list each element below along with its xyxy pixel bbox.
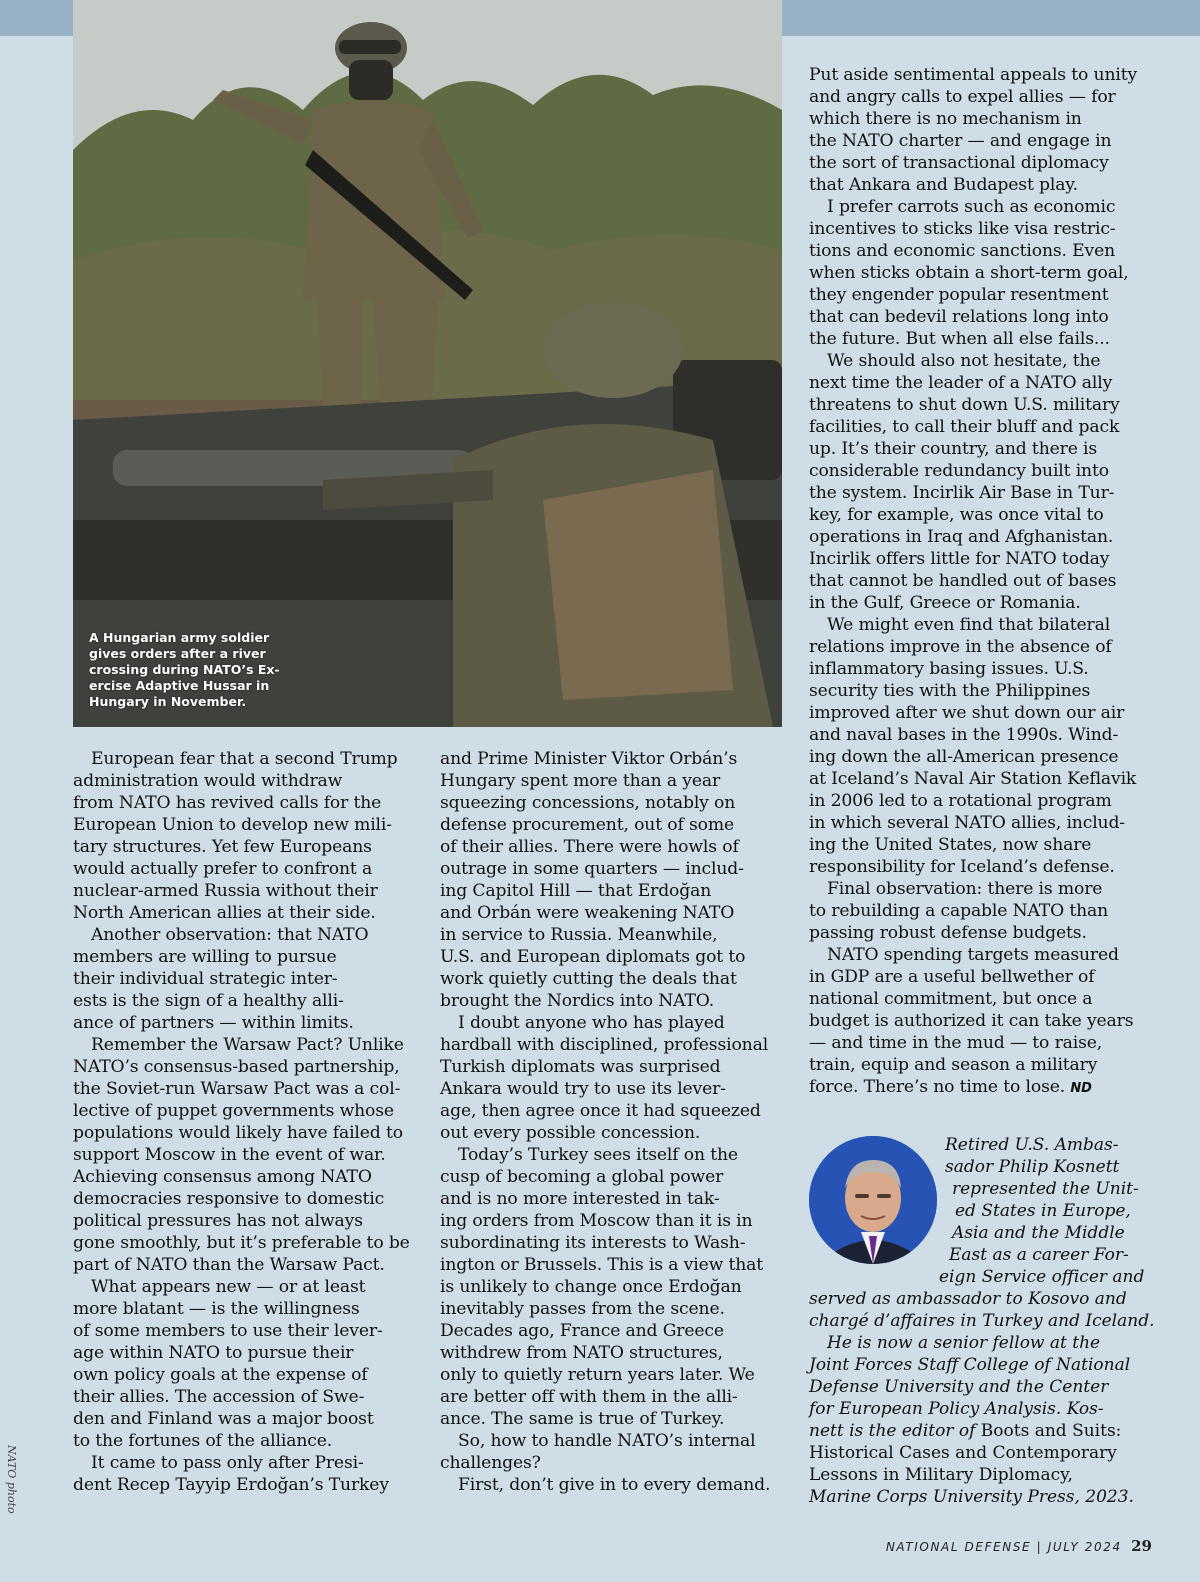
bio-line [809,1420,1154,1442]
article-paragraph [73,1452,418,1496]
article-line: brought the Nordics into NATO. [440,991,715,1011]
article-column-1 [73,748,418,1496]
article-line: First, don’t give in to every demand. [458,1475,771,1495]
signoff-mark: ND [1070,1081,1092,1096]
article-line: Turkish diplomats was surprised [440,1057,721,1077]
article-line: European fear that a second Trump [91,749,398,769]
soldier-photo [73,0,782,727]
article-paragraph [440,1474,785,1496]
article-line: improved after we shut down our air [809,703,1125,723]
article-paragraph [440,1012,785,1144]
bio-wrapped [809,1134,1154,1332]
article-line: passing robust defense budgets. [809,923,1087,943]
article-line: It came to pass only after Presi- [91,1453,364,1473]
article-line: of their allies. There were howls of [440,837,739,857]
article-line: withdrew from NATO structures, [440,1343,723,1363]
article-line: in which several NATO allies, includ- [809,813,1125,833]
book-publisher: Marine Corps University Press, 2023. [809,1487,1134,1507]
article-line: when sticks obtain a short-term goal, [809,263,1129,283]
bio-line: Asia and the Middle [952,1223,1125,1243]
article-line-text: force. There’s no time to lose. [809,1077,1066,1097]
article-line: lective of puppet governments whose [73,1101,394,1121]
article-line: that cannot be handled out of bases [809,571,1117,591]
page-footer [886,1537,1152,1555]
article-line: den and Finland was a major boost [73,1409,374,1429]
article-line: they engender popular resentment [809,285,1109,305]
article-line: ests is the sign of a healthy alli- [73,991,344,1011]
article-line: their individual strategic inter- [73,969,338,989]
article-line: in service to Russia. Meanwhile, [440,925,718,945]
article-line: the Soviet-run Warsaw Pact was a col- [73,1079,401,1099]
article-line: Another observation: that NATO [91,925,369,945]
article-line: their allies. The accession of Swe- [73,1387,365,1407]
article-paragraph [809,878,1154,944]
article-line: incentives to sticks like visa restric- [809,219,1116,239]
article-line: to the fortunes of the alliance. [73,1431,333,1451]
article-line: Achieving consensus among NATO [73,1167,372,1187]
bio-line: East as a career For- [949,1245,1129,1265]
article-line: only to quietly return years later. We [440,1365,755,1385]
article-line: What appears new — or at least [91,1277,366,1297]
book-title: Lessons in Military Diplomacy, [809,1465,1073,1485]
article-line: in GDP are a useful bellwether of [809,967,1095,987]
article-line: age, then agree once it had squeezed [440,1101,761,1121]
article-line: own policy goals at the expense of [73,1365,368,1385]
article-line: age within NATO to pursue their [73,1343,354,1363]
article-line: relations improve in the absence of [809,637,1112,657]
article-line: ance. The same is true of Turkey. [440,1409,725,1429]
article-paragraph [440,1430,785,1474]
article-paragraph [440,748,785,1012]
article-line: are better off with them in the alli- [440,1387,738,1407]
article-line: and naval bases in the 1990s. Wind- [809,725,1119,745]
article-line: ing orders from Moscow than it is in [440,1211,753,1231]
article-paragraph [809,614,1154,878]
article-line: and Orbán were weakening NATO [440,903,735,923]
article-line: national commitment, but once a [809,989,1093,1009]
article-line: Incirlik offers little for NATO today [809,549,1110,569]
article-line: ington or Brussels. This is a view that [440,1255,763,1275]
article-paragraph [809,64,1154,196]
article-line: NATO spending targets measured [827,945,1119,965]
article-line: So, how to handle NATO’s internal [458,1431,756,1451]
article-line: in the Gulf, Greece or Romania. [809,593,1081,613]
article-line: North American allies at their side. [73,903,376,923]
article-line: which there is no mechanism in [809,109,1082,129]
article-line: is unlikely to change once Erdoğan [440,1277,742,1297]
article-line: ing Capitol Hill — that Erdoğan [440,881,712,901]
article-line: of some members to use their lever- [73,1321,383,1341]
article-line: security ties with the Philippines [809,681,1091,701]
article-line: Hungary spent more than a year [440,771,721,791]
book-title: Boots and Suits: [980,1421,1122,1441]
article-paragraph [809,196,1154,350]
article-line: populations would likely have failed to [73,1123,403,1143]
article-line: Ankara would try to use its lever- [440,1079,726,1099]
article-line: tary structures. Yet few Europeans [73,837,372,857]
article-line: ing down the all-American presence [809,747,1119,767]
article-column-3 [809,64,1154,1100]
footer-separator: | [1036,1540,1043,1554]
article-line: hardball with disciplined, professional [440,1035,769,1055]
photo-illustration [73,0,782,727]
article-line: We should also not hesitate, the [827,351,1101,371]
caption-line: Hungary in November. [89,694,247,709]
article-line: from NATO has revived calls for the [73,793,382,813]
article-line: support Moscow in the event of war. [73,1145,386,1165]
article-line: Put aside sentimental appeals to unity [809,65,1138,85]
article-line: budget is authorized it can take years [809,1011,1134,1031]
article-line: the sort of transactional diplomacy [809,153,1109,173]
article-line: defense procurement, out of some [440,815,735,835]
article-line: tions and economic sanctions. Even [809,241,1116,261]
article-line: ing the United States, now share [809,835,1092,855]
article-line: operations in Iraq and Afghanistan. [809,527,1114,547]
article-line: inflammatory basing issues. U.S. [809,659,1089,679]
caption-line: gives orders after a river [89,646,266,661]
article-paragraph [73,1276,418,1452]
article-line: considerable redundancy built into [809,461,1109,481]
publication-name: NATIONAL DEFENSE [885,1540,1032,1554]
article-line [809,1076,1154,1100]
article-line: We might even find that bilateral [827,615,1111,635]
article-line: part of NATO than the Warsaw Pact. [73,1255,385,1275]
article-paragraph [809,944,1154,1100]
article-line: Final observation: there is more [827,879,1103,899]
article-line: that can bedevil relations long into [809,307,1109,327]
article-line: subordinating its interests to Wash- [440,1233,746,1253]
caption-line: A Hungarian army soldier [89,630,270,645]
article-line: up. It’s their country, and there is [809,439,1098,459]
photo-caption [89,630,289,710]
article-line: work quietly cutting the deals that [440,969,737,989]
article-line: Remember the Warsaw Pact? Unlike [91,1035,404,1055]
article-line: and Prime Minister Viktor Orbán’s [440,749,738,769]
article-line: and angry calls to expel allies — for [809,87,1116,107]
issue-date: JULY 2024 [1047,1540,1122,1554]
article-line: I prefer carrots such as economic [827,197,1116,217]
article-line: cusp of becoming a global power [440,1167,724,1187]
bio-line: served as ambassador to Kosovo and [809,1289,1127,1309]
article-line: and is no more interested in tak- [440,1189,720,1209]
article-line: the NATO charter — and engage in [809,131,1112,151]
page-number: 29 [1131,1537,1152,1555]
article-paragraph [73,924,418,1034]
article-line: squeezing concessions, notably on [440,793,736,813]
article-line: NATO’s consensus-based partnership, [73,1057,400,1077]
article-line: European Union to develop new mili- [73,815,392,835]
article-column-2 [440,748,785,1496]
article-paragraph [73,1034,418,1276]
bio-text: nett is the editor of [809,1421,981,1441]
article-line: key, for example, was once vital to [809,505,1104,525]
article-line: threatens to shut down U.S. military [809,395,1120,415]
article-line: — and time in the mud — to raise, [809,1033,1103,1053]
caption-line: crossing during NATO’s Ex- [89,662,280,677]
article-line: that Ankara and Budapest play. [809,175,1078,195]
article-line: dent Recep Tayyip Erdoğan’s Turkey [73,1475,389,1495]
photo-credit: NATO photo [5,1445,18,1514]
article-line: next time the leader of a NATO ally [809,373,1113,393]
article-line: I doubt anyone who has played [458,1013,725,1033]
article-line: administration would withdraw [73,771,343,791]
article-line: democracies responsive to domestic [73,1189,385,1209]
article-line: facilities, to call their bluff and pack [809,417,1120,437]
article-line: at Iceland’s Naval Air Station Keflavik [809,769,1137,789]
article-line: responsibility for Iceland’s defense. [809,857,1115,877]
bio-line: chargé d’affaires in Turkey and Iceland. [809,1311,1155,1331]
article-line: ance of partners — within limits. [73,1013,354,1033]
article-line: the system. Incirlik Air Base in Tur- [809,483,1115,503]
bio-paragraph-2 [809,1332,1154,1508]
article-line: challenges? [440,1453,541,1473]
bio-line: eign Service officer and [939,1267,1145,1287]
article-line: Today’s Turkey sees itself on the [458,1145,738,1165]
bio-line: He is now a senior fellow at the [827,1333,1101,1353]
article-line: inevitably passes from the scene. [440,1299,725,1319]
article-paragraph [440,1144,785,1430]
bio-line: for European Policy Analysis. Kos- [809,1399,1104,1419]
article-line: to rebuilding a capable NATO than [809,901,1109,921]
bio-line: ed States in Europe, [955,1201,1131,1221]
article-paragraph [809,350,1154,614]
article-line: outrage in some quarters — includ- [440,859,744,879]
author-bio [809,1134,1154,1508]
article-line: in 2006 led to a rotational program [809,791,1112,811]
article-line: nuclear-armed Russia without their [73,881,378,901]
article-line: out every possible concession. [440,1123,701,1143]
article-line: would actually prefer to confront a [73,859,373,879]
article-line: political pressures has not always [73,1211,363,1231]
article-line: train, equip and season a military [809,1055,1098,1075]
bio-line: Joint Forces Staff College of National [809,1355,1131,1375]
bio-line: sador Philip Kosnett [945,1157,1120,1177]
bio-line: represented the Unit- [952,1179,1139,1199]
article-line: more blatant — is the willingness [73,1299,360,1319]
book-title: Historical Cases and Contemporary [809,1443,1117,1463]
article-line: the future. But when all else fails... [809,329,1110,349]
bio-line: Defense University and the Center [809,1377,1109,1397]
article-line: Decades ago, France and Greece [440,1321,724,1341]
article-line: members are willing to pursue [73,947,337,967]
article-line: U.S. and European diplomats got to [440,947,746,967]
article-line: gone smoothly, but it’s preferable to be [73,1233,410,1253]
article-paragraph [73,748,418,924]
bio-line: Retired U.S. Ambas- [945,1135,1119,1155]
caption-line: ercise Adaptive Hussar in [89,678,270,693]
